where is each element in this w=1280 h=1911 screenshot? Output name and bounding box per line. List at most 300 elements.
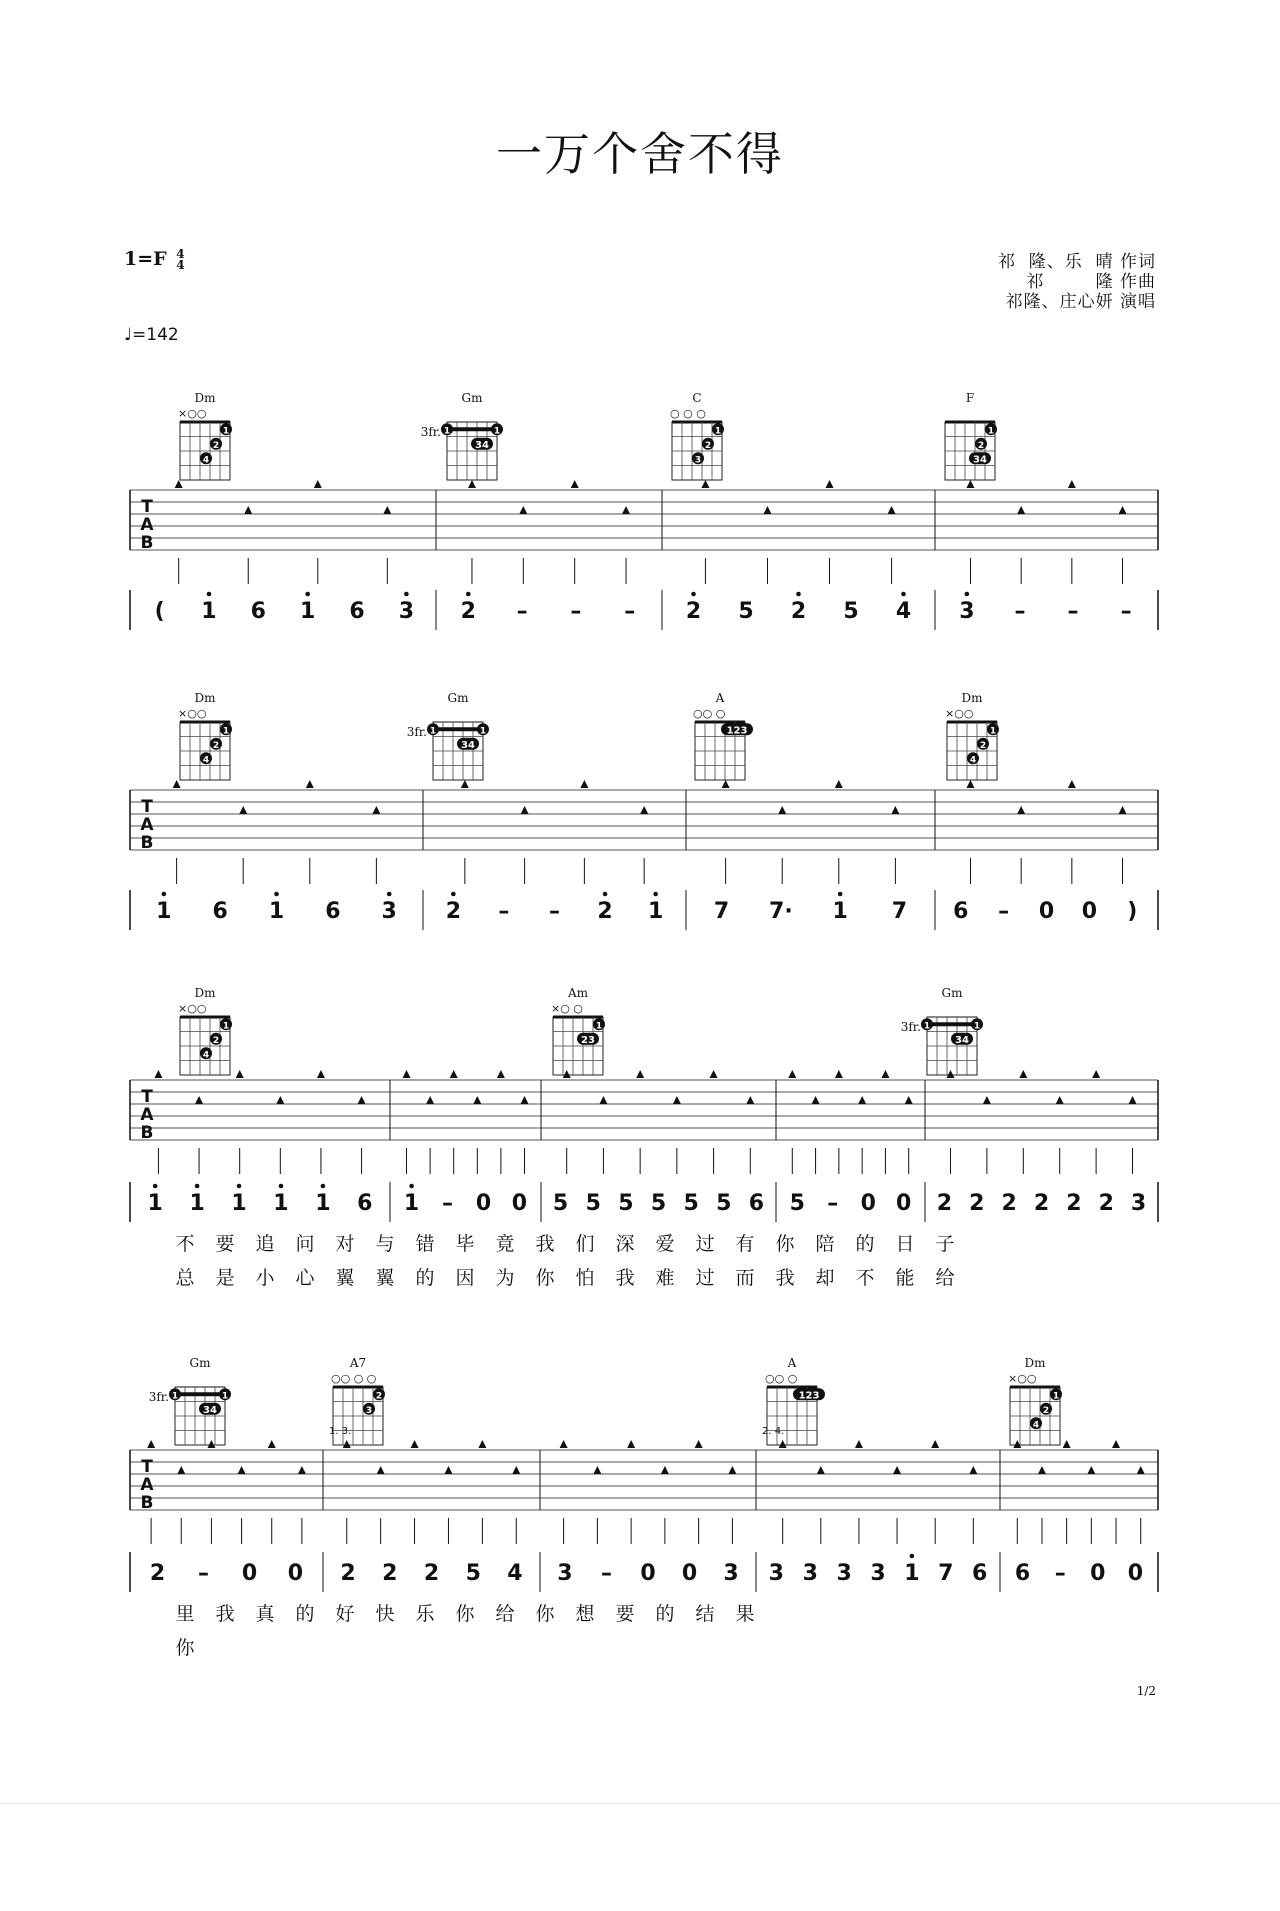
jianpu-note: 5 (683, 1191, 699, 1216)
jianpu-note: 0 (475, 1191, 492, 1216)
strum-down-arrow (358, 1096, 366, 1104)
strum-up-arrow (627, 1440, 635, 1448)
lyric-char: 我 (615, 1267, 635, 1289)
lyric-char: 日 (895, 1233, 915, 1255)
finger-number: 1 (973, 1021, 981, 1032)
fret-position-label: 3fr. (900, 1020, 921, 1034)
open-string-markers: ×○○ (1008, 1372, 1037, 1385)
lyric-char: 给 (935, 1267, 955, 1289)
jianpu-note: 5 (585, 1191, 601, 1216)
finger-number: 2 (212, 1035, 220, 1046)
strum-down-arrow (891, 806, 899, 814)
open-string-markers: ×○○ (945, 707, 974, 720)
finger-number: 3 (694, 455, 702, 466)
composer-credit: 祁 隆 作曲 (1026, 272, 1156, 292)
finger-number: 4 (969, 755, 977, 766)
jianpu-note: 2 (460, 599, 476, 624)
strum-up-arrow (563, 1070, 571, 1078)
jianpu-note: 3 (723, 1561, 739, 1586)
strum-up-arrow (450, 1070, 458, 1078)
strum-down-arrow (673, 1096, 681, 1104)
jianpu-note: 2 (790, 599, 807, 624)
lyric-char: 为 (495, 1267, 515, 1289)
jianpu-note: 1 (268, 899, 285, 924)
jianpu-note: 0 (287, 1561, 304, 1586)
finger-number: 1 (221, 1391, 229, 1402)
finger-number: 2 (979, 740, 987, 751)
strum-down-arrow (1137, 1466, 1145, 1474)
jianpu-note: – (442, 1191, 454, 1216)
jianpu-note: 5 (716, 1191, 732, 1216)
tab-clef-t: T (141, 797, 153, 817)
strum-up-arrow (468, 480, 476, 488)
octave-dot (965, 592, 970, 597)
open-string-markers: ×○○ (178, 407, 207, 420)
jianpu-note: 0 (241, 1561, 258, 1586)
strum-down-arrow (599, 1096, 607, 1104)
jianpu-note: 7 (713, 899, 730, 924)
jianpu-note: 0 (1081, 899, 1098, 924)
jianpu-note: 1 (189, 1191, 205, 1216)
lyric-char: 你 (535, 1603, 555, 1625)
jianpu-note: 7· (769, 899, 793, 924)
strum-down-arrow (778, 806, 786, 814)
jianpu-note: 1 (201, 599, 217, 624)
strum-up-arrow (1068, 480, 1076, 488)
chord-name: Dm (194, 391, 216, 405)
strum-up-arrow (1063, 1440, 1071, 1448)
lyric-char: 翼 (375, 1267, 395, 1289)
strum-up-arrow (236, 1070, 244, 1078)
key-signature (124, 248, 185, 271)
jianpu-note: 6 (357, 1191, 373, 1216)
jianpu-note: 2 (685, 599, 702, 624)
octave-dot (451, 892, 456, 897)
lyric-char: 而 (735, 1267, 755, 1289)
finger-number: 1 (1052, 1391, 1060, 1402)
finger-number: 34 (475, 439, 489, 451)
lyric-char: 果 (735, 1603, 755, 1625)
jianpu-note: 3 (398, 599, 415, 624)
credits (998, 252, 1156, 312)
finger-number: 1 (493, 426, 501, 437)
jianpu-note: 2 (1066, 1191, 1082, 1216)
volta-2-label: 2. 4. (762, 1426, 785, 1437)
chord-name: A (787, 1356, 797, 1370)
lyric-char: 小 (255, 1267, 275, 1289)
octave-dot (207, 592, 212, 597)
lyric-char: 难 (655, 1267, 675, 1289)
strum-up-arrow (461, 780, 469, 788)
strum-down-arrow (512, 1466, 520, 1474)
strum-up-arrow (175, 480, 183, 488)
jianpu-note: 1 (904, 1561, 920, 1586)
chord-name: A (715, 691, 725, 705)
strum-down-arrow (372, 806, 380, 814)
chord-diagram-dm (178, 691, 232, 780)
tab-clef-a: A (140, 515, 154, 535)
chord-diagram-dm (178, 986, 232, 1075)
chord-diagram-a (693, 691, 753, 780)
jianpu-note: – (827, 1191, 839, 1216)
jianpu-note: 1 (832, 899, 848, 924)
open-string-markers: ○○ ○ (765, 1372, 798, 1385)
jianpu-note: 6 (748, 1191, 765, 1216)
strum-up-arrow (710, 1070, 718, 1078)
jianpu-note: – (624, 599, 636, 624)
lyric-char: 翼 (335, 1267, 355, 1289)
jianpu-note: 6 (953, 899, 969, 924)
chord-diagram-gm (407, 691, 489, 780)
finger-number: 1 (923, 1021, 931, 1032)
jianpu-note: ( (154, 599, 165, 624)
fret-position-label: 3fr. (406, 725, 427, 739)
strum-up-arrow (173, 780, 181, 788)
jianpu-note: – (516, 599, 528, 624)
lyric-char: 对 (335, 1233, 355, 1255)
jianpu-note: 6 (250, 599, 266, 624)
lyric-char: 竟 (495, 1233, 515, 1255)
quarter-note-icon: ♩ (124, 325, 133, 345)
strum-down-arrow (1038, 1466, 1046, 1474)
lyric-char: 我 (215, 1603, 235, 1625)
finger-number: 2 (1042, 1405, 1050, 1416)
finger-number: 2 (212, 740, 220, 751)
jianpu-note: 0 (1090, 1561, 1106, 1586)
chord-name: F (965, 391, 975, 405)
jianpu-note: 3 (557, 1561, 573, 1586)
strum-up-arrow (946, 1070, 954, 1078)
strum-up-arrow (1019, 1070, 1027, 1078)
tab-clef-t: T (141, 497, 153, 517)
strum-up-arrow (497, 1070, 505, 1078)
lyric-char: 过 (695, 1267, 715, 1289)
finger-number: 1 (429, 726, 437, 737)
jianpu-note: 3 (768, 1561, 784, 1586)
jianpu-note: 3 (381, 899, 397, 924)
system-3 (0, 985, 1280, 1325)
tab-staff (130, 780, 1158, 884)
strum-up-arrow (314, 480, 322, 488)
strum-down-arrow (622, 506, 630, 514)
lyric-char: 深 (615, 1233, 635, 1255)
jianpu-note: 3 (870, 1561, 886, 1586)
strum-up-arrow (343, 1440, 351, 1448)
lyric-char: 你 (175, 1637, 195, 1659)
strum-up-arrow (966, 480, 974, 488)
jianpu-note: 2 (149, 1561, 166, 1586)
system-1 (0, 390, 1280, 670)
jianpu-note: 6 (212, 899, 228, 924)
jianpu-note: – (1067, 599, 1079, 624)
strum-down-arrow (593, 1466, 601, 1474)
system-2 (0, 690, 1280, 970)
strum-up-arrow (571, 480, 579, 488)
jianpu-note: 4 (895, 599, 912, 624)
jianpu-note: 5 (650, 1191, 667, 1216)
lyric-char: 我 (775, 1267, 795, 1289)
octave-dot (195, 1184, 200, 1189)
finger-number: 1 (987, 426, 995, 437)
jianpu-note: 3 (802, 1561, 818, 1586)
strum-up-arrow (1092, 1070, 1100, 1078)
jianpu-note: 1 (147, 1191, 163, 1216)
finger-number: 123 (798, 1390, 820, 1402)
notation-svg (0, 690, 1280, 970)
strum-up-arrow (560, 1440, 568, 1448)
jianpu-note: 3 (836, 1561, 852, 1586)
notation-svg (0, 985, 1280, 1325)
tab-clef-a: A (140, 1475, 154, 1495)
performer-credit: 祁隆、庄心妍 演唱 (1005, 292, 1156, 312)
strum-down-arrow (473, 1096, 481, 1104)
open-string-markers: ○○ ○ ○ (331, 1372, 377, 1385)
octave-dot (691, 592, 696, 597)
jianpu-note: 1 (403, 1191, 420, 1216)
tab-clef-b: B (140, 1493, 154, 1513)
finger-number: 34 (461, 739, 475, 751)
finger-number: 34 (955, 1034, 969, 1046)
open-string-markers: ○ ○ ○ (670, 407, 706, 420)
tab-clef-t: T (141, 1087, 153, 1107)
tab-clef-b: B (140, 533, 154, 553)
octave-dot (409, 1184, 414, 1189)
lyric-char: 你 (775, 1233, 795, 1255)
jianpu-note: 0 (1038, 899, 1055, 924)
finger-number: 1 (443, 426, 451, 437)
lyric-char: 总 (175, 1267, 195, 1289)
notation-svg (0, 1355, 1280, 1685)
strum-up-arrow (154, 1070, 162, 1078)
jianpu-note: 0 (681, 1561, 698, 1586)
open-string-markers: ○○ ○ (693, 707, 726, 720)
strum-down-arrow (1017, 506, 1025, 514)
chord-name: C (692, 391, 702, 405)
tab-staff (130, 1070, 1158, 1174)
strum-down-arrow (1119, 506, 1127, 514)
jianpu-note: 5 (618, 1191, 634, 1216)
lyric-char: 子 (935, 1233, 955, 1255)
strum-up-arrow (1068, 780, 1076, 788)
lyric-char: 怕 (575, 1267, 595, 1289)
octave-dot (404, 592, 409, 597)
octave-dot (321, 1184, 326, 1189)
fret-position-label: 3fr. (148, 1390, 169, 1404)
lyric-char: 的 (655, 1603, 675, 1625)
strum-up-arrow (207, 1440, 215, 1448)
jianpu-note: 0 (860, 1191, 876, 1216)
jianpu-note: – (549, 899, 560, 924)
tempo-marking: ♩=142 (124, 325, 179, 345)
finger-number: 1 (989, 726, 997, 737)
strum-down-arrow (728, 1466, 736, 1474)
tab-clef-a: A (140, 815, 154, 835)
finger-number: 23 (581, 1034, 595, 1046)
strum-up-arrow (855, 1440, 863, 1448)
chord-diagram-dm (178, 391, 232, 480)
strum-down-arrow (383, 506, 391, 514)
strum-down-arrow (520, 1096, 528, 1104)
jianpu-note: 4 (507, 1561, 523, 1586)
strum-down-arrow (812, 1096, 820, 1104)
lyric-char: 快 (375, 1603, 395, 1625)
chord-name: Am (567, 986, 589, 1000)
strum-up-arrow (779, 1440, 787, 1448)
octave-dot (910, 1554, 915, 1559)
strum-down-arrow (244, 506, 252, 514)
lyric-char: 不 (855, 1267, 875, 1289)
strum-down-arrow (763, 506, 771, 514)
strum-down-arrow (377, 1466, 385, 1474)
lyric-char: 毕 (455, 1233, 475, 1255)
strum-up-arrow (835, 780, 843, 788)
jianpu-note: 5 (465, 1561, 481, 1586)
octave-dot (274, 892, 279, 897)
jianpu-note: – (1014, 599, 1026, 624)
finger-number: 4 (1032, 1420, 1040, 1431)
strum-up-arrow (931, 1440, 939, 1448)
tab-staff (130, 480, 1158, 584)
chord-name: Gm (461, 391, 483, 405)
chord-diagram-dm (1008, 1356, 1062, 1445)
lyric-char: 与 (375, 1233, 395, 1255)
jianpu-note: 7 (891, 899, 908, 924)
lyric-char: 陪 (815, 1233, 835, 1255)
jianpu-note: 3 (959, 599, 975, 624)
jianpu-note: 2 (445, 899, 462, 924)
jianpu-note: 2 (969, 1191, 985, 1216)
octave-dot (162, 892, 167, 897)
lyric-char: 们 (575, 1233, 595, 1255)
finger-number: 4 (202, 755, 210, 766)
lyric-char: 能 (895, 1267, 915, 1289)
strum-up-arrow (966, 780, 974, 788)
chord-name: A7 (349, 1356, 367, 1370)
strum-up-arrow (826, 480, 834, 488)
finger-number: 123 (726, 725, 748, 737)
jianpu-note: 5 (789, 1191, 805, 1216)
tab-clef-b: B (140, 1123, 154, 1143)
jianpu-note: 6 (1014, 1561, 1031, 1586)
tab-clef-t: T (141, 1457, 153, 1477)
jianpu-note: 5 (843, 599, 859, 624)
open-string-markers: ×○○ (178, 1002, 207, 1015)
lyric-char: 不 (175, 1233, 195, 1255)
strum-down-arrow (893, 1466, 901, 1474)
chord-diagram-am (551, 986, 605, 1075)
jianpu-note: 6 (972, 1561, 988, 1586)
strum-up-arrow (478, 1440, 486, 1448)
octave-dot (153, 1184, 158, 1189)
strum-down-arrow (521, 806, 529, 814)
chord-name: Gm (189, 1356, 211, 1370)
time-signature: 4 4 (176, 247, 185, 272)
jianpu-note: 2 (1098, 1191, 1114, 1216)
strum-up-arrow (788, 1070, 796, 1078)
strum-down-arrow (177, 1466, 185, 1474)
key-label: 1=F (124, 248, 167, 270)
jianpu-note: 1 (647, 899, 664, 924)
strum-down-arrow (640, 806, 648, 814)
strum-down-arrow (239, 806, 247, 814)
finger-number: 1 (714, 426, 722, 437)
chord-name: Gm (447, 691, 469, 705)
strum-down-arrow (746, 1096, 754, 1104)
chord-name: Dm (961, 691, 983, 705)
jianpu-note: 0 (1127, 1561, 1144, 1586)
jianpu-note: 1 (273, 1191, 289, 1216)
jianpu-note: – (998, 899, 1010, 924)
strum-up-arrow (580, 780, 588, 788)
strum-up-arrow (701, 480, 709, 488)
lyric-char: 的 (855, 1233, 875, 1255)
finger-number: 3 (365, 1405, 373, 1416)
lyric-char: 真 (255, 1603, 275, 1625)
finger-number: 4 (202, 455, 210, 466)
lyric-char: 给 (495, 1603, 515, 1625)
strum-down-arrow (969, 1466, 977, 1474)
finger-number: 1 (171, 1391, 179, 1402)
jianpu-note: – (198, 1561, 210, 1586)
strum-down-arrow (983, 1096, 991, 1104)
jianpu-note: – (600, 1561, 612, 1586)
tab-clef-a: A (140, 1105, 154, 1125)
octave-dot (838, 892, 843, 897)
lyric-char: 结 (695, 1603, 715, 1625)
jianpu-note: 2 (1001, 1191, 1017, 1216)
jianpu-note: – (1054, 1561, 1066, 1586)
strum-down-arrow (1056, 1096, 1064, 1104)
strum-down-arrow (238, 1466, 246, 1474)
lyric-char: 你 (535, 1267, 555, 1289)
jianpu-note: – (570, 599, 582, 624)
lyric-char: 的 (415, 1267, 435, 1289)
strum-down-arrow (888, 506, 896, 514)
octave-dot (796, 592, 801, 597)
jianpu-note: 2 (340, 1561, 356, 1586)
lyric-char: 却 (815, 1267, 835, 1289)
jianpu-note: 2 (423, 1561, 440, 1586)
jianpu-note: 5 (738, 599, 754, 624)
jianpu-note: 7 (938, 1561, 954, 1586)
strum-up-arrow (306, 780, 314, 788)
strum-down-arrow (1017, 806, 1025, 814)
octave-dot (466, 592, 471, 597)
lyric-char: 里 (175, 1603, 195, 1625)
strum-down-arrow (298, 1466, 306, 1474)
lyric-char: 过 (695, 1233, 715, 1255)
strum-down-arrow (519, 506, 527, 514)
finger-number: 34 (973, 454, 987, 466)
lyric-char: 爱 (655, 1233, 675, 1255)
volta-1-label: 1. 3. (329, 1426, 352, 1437)
strum-down-arrow (276, 1096, 284, 1104)
octave-dot (305, 592, 310, 597)
strum-down-arrow (1129, 1096, 1137, 1104)
jianpu-note: 1 (315, 1191, 331, 1216)
strum-up-arrow (881, 1070, 889, 1078)
jianpu-note: 2 (382, 1561, 398, 1586)
song-title: 一万个舍不得 (496, 127, 784, 181)
lyric-char: 要 (215, 1233, 235, 1255)
lyric-char: 追 (255, 1233, 275, 1255)
octave-dot (279, 1184, 284, 1189)
chord-diagram-gm (149, 1356, 231, 1445)
open-string-markers: ×○ ○ (551, 1002, 583, 1015)
strum-up-arrow (403, 1070, 411, 1078)
system-4 (0, 1355, 1280, 1685)
jianpu-note: 0 (640, 1561, 656, 1586)
